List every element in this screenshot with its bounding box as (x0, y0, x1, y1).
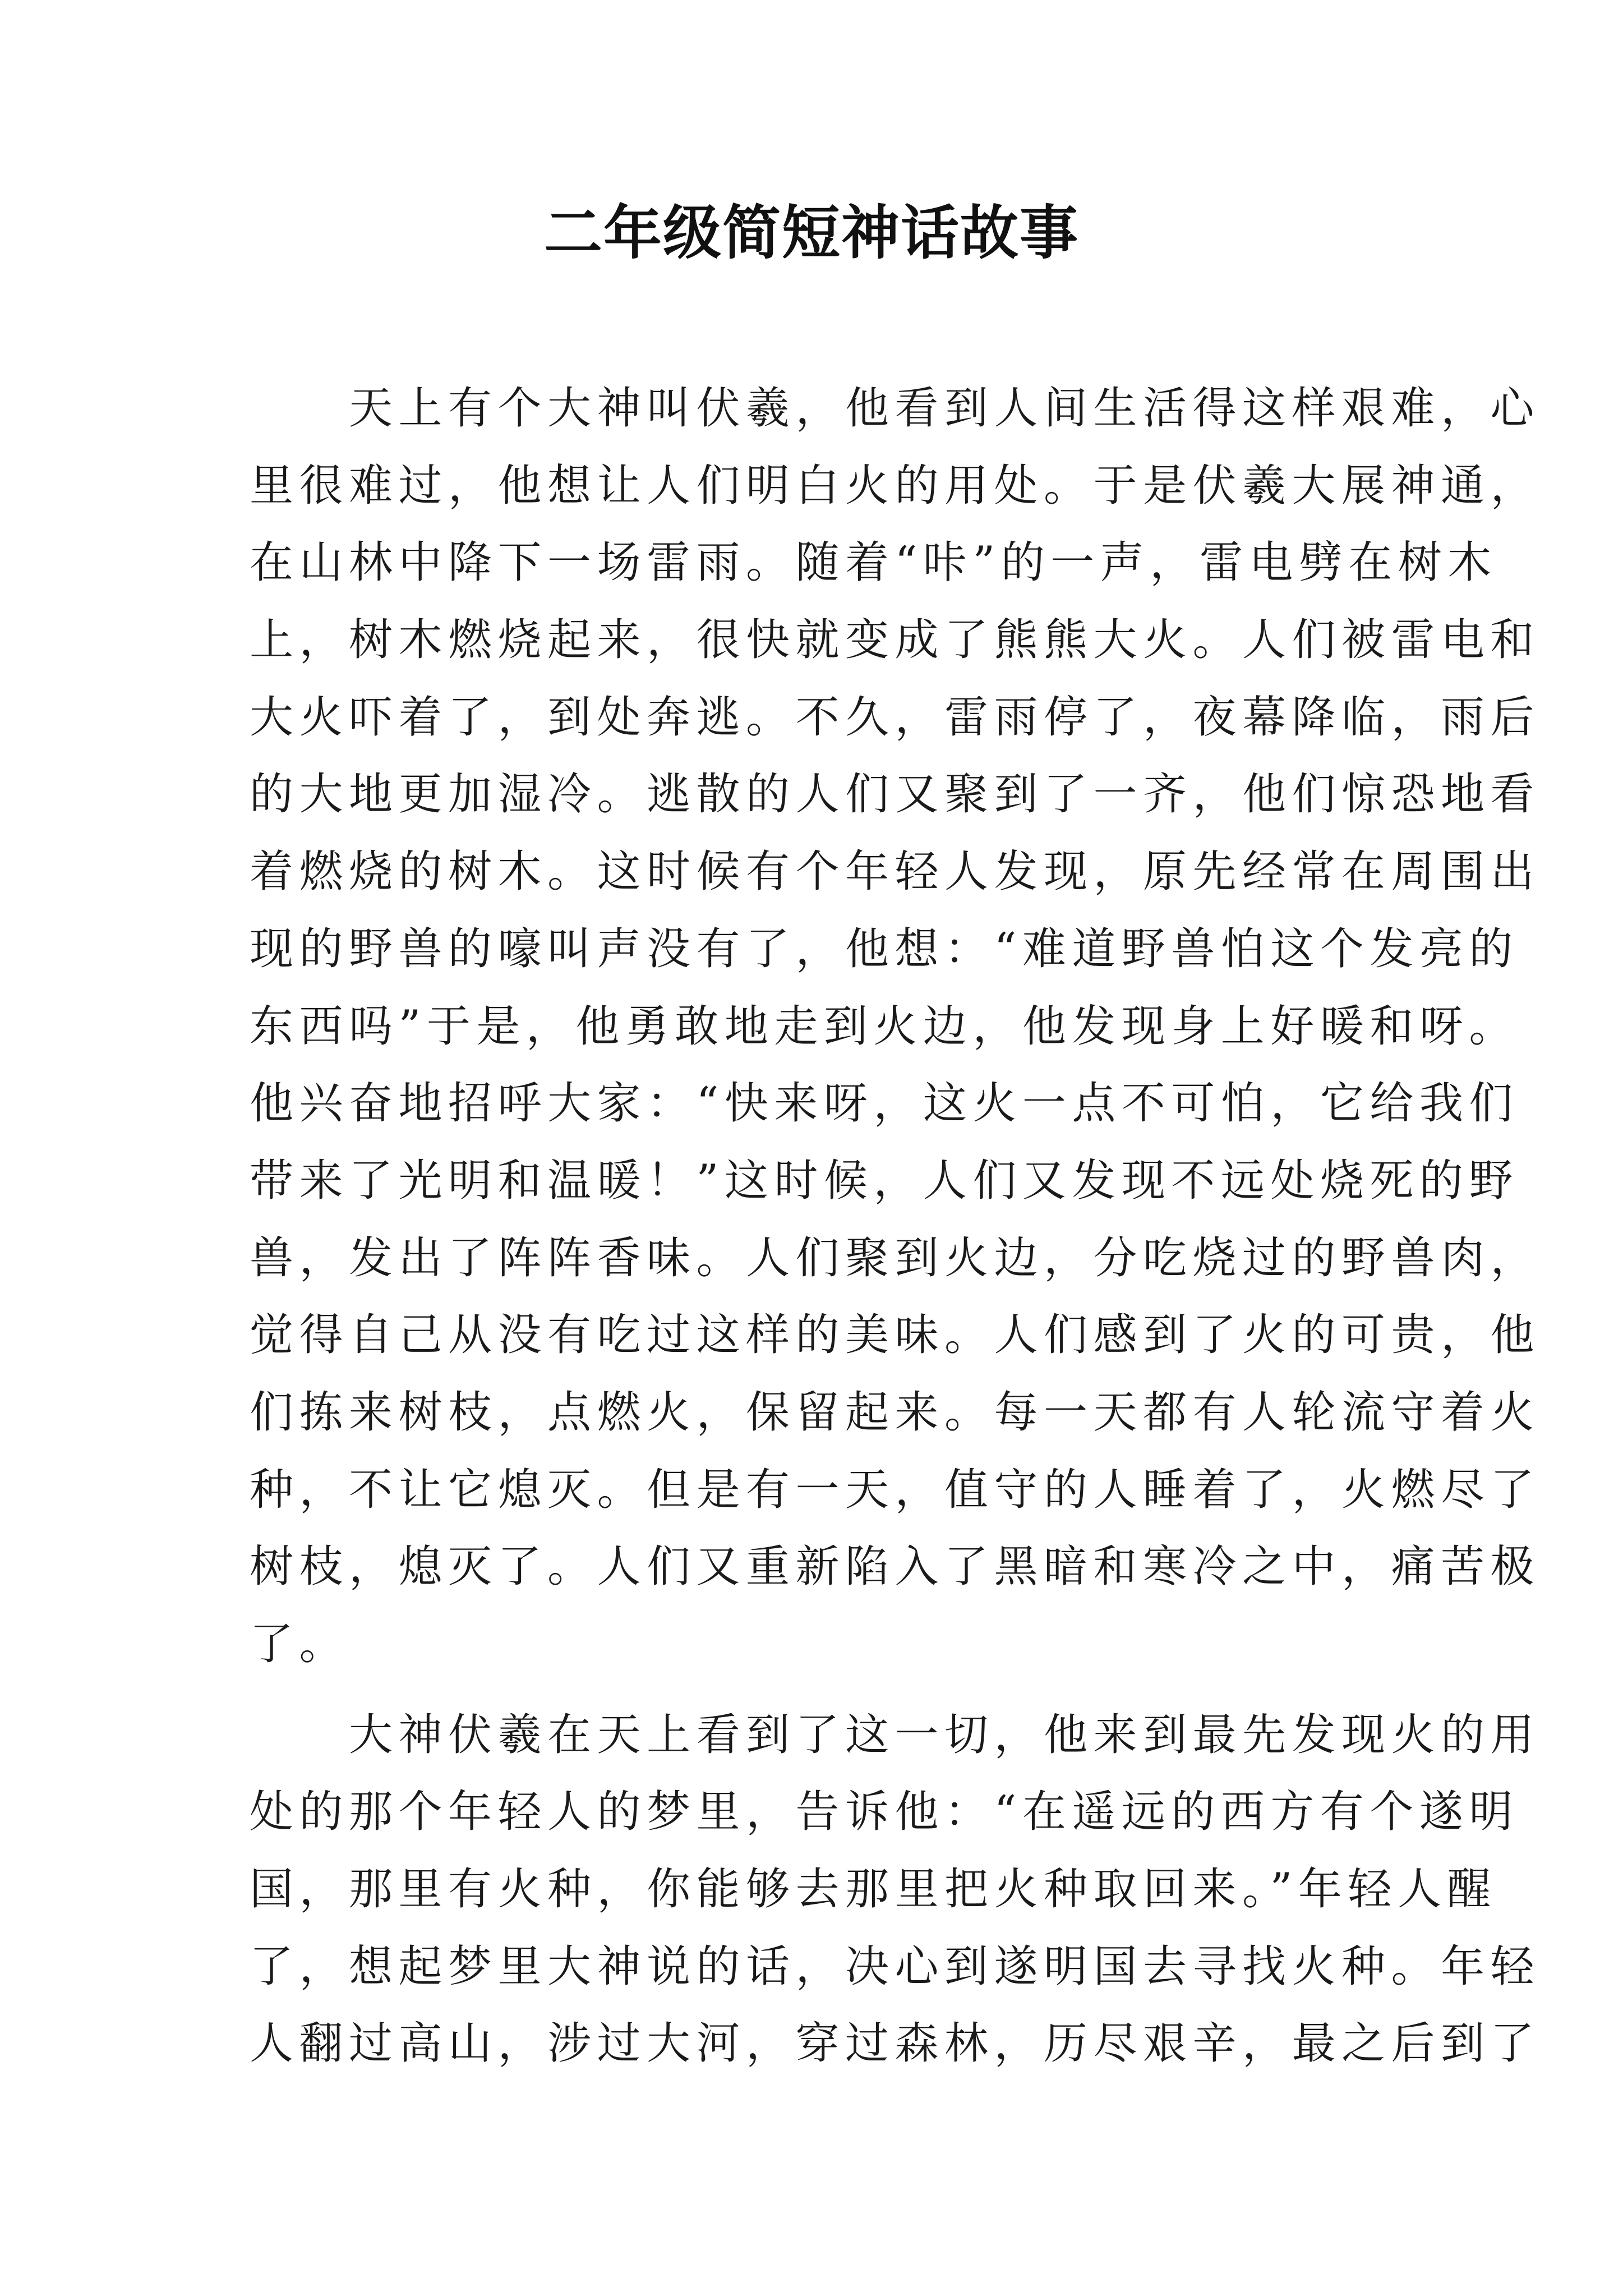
text-line: 着燃烧的树木。这时候有个年轻人发现，原先经常在周围出 (250, 846, 1541, 898)
text-line: 东西吗”于是，他勇敢地走到火边，他发现身上好暖和呀。 (250, 1001, 1519, 1052)
text-line: 处的那个年轻人的梦里，告诉他：“在遥远的西方有个遂明 (250, 1787, 1519, 1838)
paragraph-gap (250, 1683, 1391, 1697)
text-line: 觉得自己从没有吃过这样的美味。人们感到了火的可贵，他 (250, 1310, 1541, 1361)
text-line: 国，那里有火种，你能够去那里把火种取回来。”年轻人醒 (250, 1864, 1497, 1915)
paragraph (250, 1697, 1541, 2083)
text-line: 了。 (250, 1619, 349, 1669)
text-line: 了，想起梦里大神说的话，决心到遂明国去寻找火种。年轻 (250, 1941, 1541, 1992)
document-title: 二年级简短神话故事 (543, 199, 1079, 267)
text-line: 带来了光明和温暖！”这时候，人们又发现不远处烧死的野 (250, 1155, 1519, 1206)
text-line: 们拣来树枝，点燃火，保留起来。每一天都有人轮流守着火 (250, 1387, 1541, 1438)
paragraph (250, 370, 1541, 1683)
text-line: 天上有个大神叫伏羲，他看到人间生活得这样艰难，心 (250, 383, 1541, 434)
text-line: 大神伏羲在天上看到了这一切，他来到最先发现火的用 (250, 1709, 1541, 1760)
text-line: 兽，发出了阵阵香味。人们聚到火边，分吃烧过的野兽肉， (250, 1232, 1541, 1283)
text-line: 的大地更加湿冷。逃散的人们又聚到了一齐，他们惊恐地看 (250, 769, 1541, 820)
document-body (250, 370, 1541, 2083)
text-line: 人翻过高山，涉过大河，穿过森林，历尽艰辛，最之后到了 (250, 2018, 1541, 2069)
text-line: 在山林中降下一场雷雨。随着“咔”的一声，雷电劈在树木 (250, 537, 1497, 588)
text-line: 大火吓着了，到处奔逃。不久，雷雨停了，夜幕降临，雨后 (250, 692, 1541, 743)
text-line: 现的野兽的嚎叫声没有了，他想：“难道野兽怕这个发亮的 (250, 923, 1519, 974)
text-line: 上，树木燃烧起来，很快就变成了熊熊大火。人们被雷电和 (250, 615, 1541, 666)
text-line: 树枝，熄灭了。人们又重新陷入了黑暗和寒冷之中，痛苦极 (250, 1542, 1541, 1593)
text-line: 里很难过，他想让人们明白火的用处。于是伏羲大展神通， (250, 460, 1541, 511)
text-line: 种，不让它熄灭。但是有一天，值守的人睡着了，火燃尽了 (250, 1464, 1541, 1515)
text-line: 他兴奋地招呼大家：“快来呀，这火一点不可怕，它给我们 (250, 1078, 1519, 1129)
